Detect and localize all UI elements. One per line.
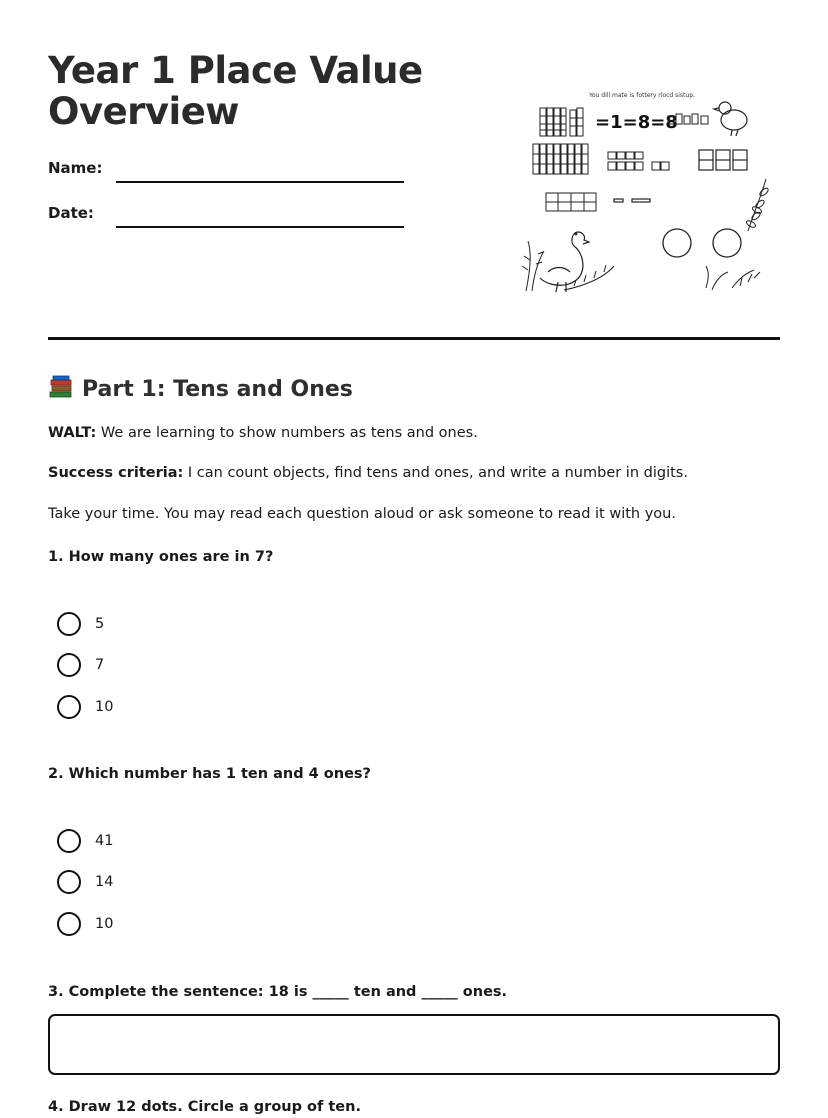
question-2-option-b[interactable] (57, 869, 113, 895)
tens-rods-row-2 (533, 144, 588, 174)
digit-boxes-icon (699, 150, 747, 170)
date-field[interactable] (48, 204, 408, 228)
option-label: 14 (95, 874, 114, 890)
question-2-option-c[interactable] (57, 911, 113, 937)
chick-icon (714, 102, 747, 136)
radio-button[interactable] (57, 695, 81, 719)
option-label: 7 (95, 657, 105, 673)
success-criteria-label: Success criteria: (48, 465, 184, 481)
ones-cubes-icon (668, 114, 708, 124)
title-line-2: Overview (48, 90, 239, 133)
bird-icon (540, 232, 589, 292)
radio-button[interactable] (57, 912, 81, 936)
question-1-option-a[interactable] (57, 611, 104, 637)
question-2-option-a[interactable] (57, 828, 113, 854)
equation-text: =1=8=8 (595, 112, 678, 133)
name-field[interactable] (48, 159, 408, 183)
part-1-heading-text: Part 1: Tens and Ones (82, 377, 353, 402)
option-label: 10 (95, 699, 114, 715)
date-writing-line[interactable] (116, 226, 404, 228)
circles-icon (663, 229, 741, 257)
radio-button[interactable] (57, 612, 81, 636)
option-label: 10 (95, 916, 114, 932)
title-line-1: Year 1 Place Value (48, 49, 423, 92)
question-1-option-c[interactable] (57, 694, 113, 720)
name-writing-line[interactable] (116, 181, 404, 183)
option-label: 41 (95, 833, 114, 849)
place-value-chart-icon (546, 193, 596, 211)
question-1: 1. How many ones are in 7? (48, 549, 274, 565)
question-4: 4. Draw 12 dots. Circle a group of ten. (48, 1099, 361, 1115)
plant-sprig-icon (745, 179, 769, 231)
section-divider (48, 337, 780, 340)
radio-button[interactable] (57, 870, 81, 894)
radio-button[interactable] (57, 829, 81, 853)
option-label: 5 (95, 616, 105, 632)
radio-button[interactable] (57, 653, 81, 677)
date-label: Date: (48, 204, 94, 222)
part-1-heading (48, 375, 353, 402)
cube-grid-icon (608, 152, 669, 170)
question-3-answer-box[interactable] (48, 1014, 780, 1075)
walt-text: We are learning to show numbers as tens and ones. (96, 425, 478, 441)
illustration-caption: You dill mate is fottery rlocd sistup. (589, 92, 695, 99)
instruction-text: Take your time. You may read each question aloud or ask someone to read it with you. (48, 506, 676, 522)
page-title (48, 50, 423, 132)
books-icon (48, 375, 74, 399)
walt-label: WALT: (48, 425, 97, 441)
question-3: 3. Complete the sentence: 18 is _____ ten and _____ ones. (48, 984, 508, 1000)
dash-lines-icon (614, 199, 650, 202)
success-criteria (48, 465, 688, 481)
tens-rods-icon (540, 108, 583, 136)
question-1-option-b[interactable] (57, 652, 104, 678)
walt-statement (48, 425, 478, 441)
name-label: Name: (48, 159, 103, 177)
question-2: 2. Which number has 1 ten and 4 ones? (48, 766, 371, 782)
success-criteria-text: I can count objects, find tens and ones, and write a number in digits. (183, 465, 688, 481)
place-value-illustration (518, 86, 780, 298)
